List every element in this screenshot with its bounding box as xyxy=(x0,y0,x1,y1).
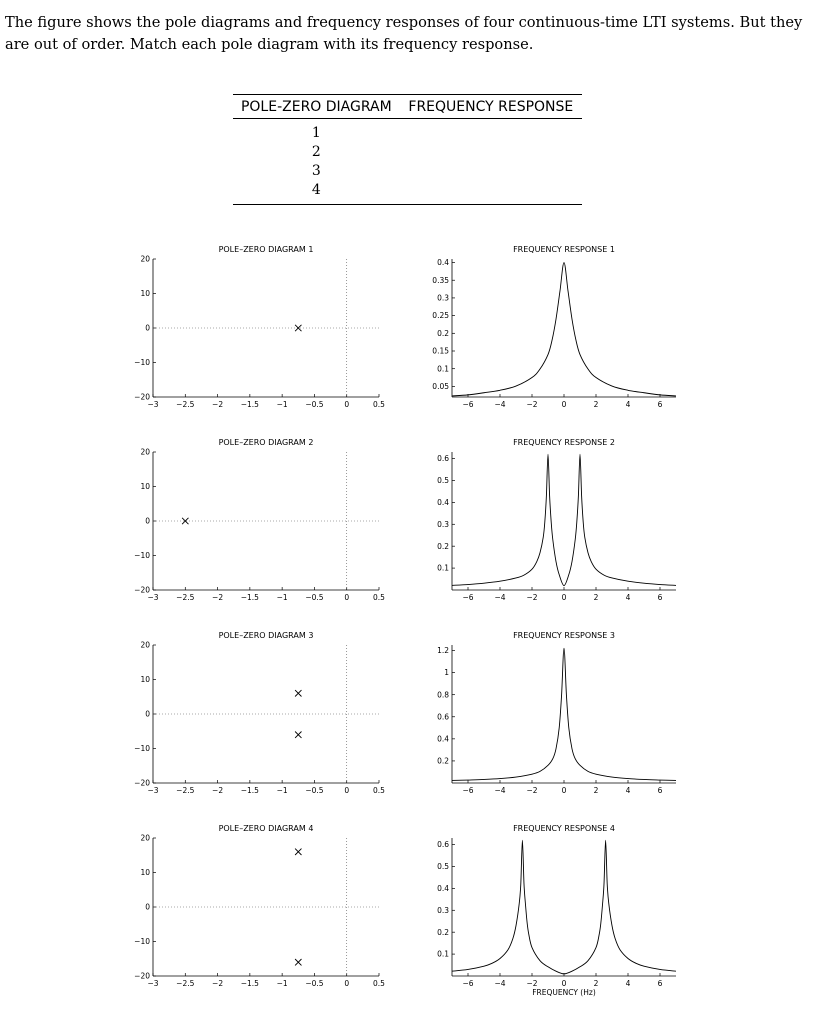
y-tick-label: 10 xyxy=(140,289,150,299)
chart-title: POLE–ZERO DIAGRAM 3 xyxy=(218,631,314,640)
x-tick-label: 0 xyxy=(344,786,350,795)
x-tick-label: −2 xyxy=(212,786,224,795)
problem-statement: The figure shows the pole diagrams and frequency responses of four continuous-time LTI systems. But they are out of order. Match each pole diagram with its frequency response. xyxy=(5,14,803,53)
x-tick-label: −4 xyxy=(494,400,506,409)
x-tick-label: 0.5 xyxy=(373,979,385,988)
y-tick-label: 20 xyxy=(140,640,150,650)
table-cell-diagram-number: 3 xyxy=(311,163,321,179)
y-tick-label: 0.2 xyxy=(437,756,449,766)
frequency-response-4 xyxy=(422,820,682,998)
x-tick-label: −6 xyxy=(462,400,474,409)
y-tick-label: 0.2 xyxy=(437,328,449,338)
y-tick-label: 0.1 xyxy=(437,563,449,573)
y-tick-label: 0.2 xyxy=(437,541,449,551)
x-tick-label: 6 xyxy=(657,979,663,988)
table-cell-answer[interactable] xyxy=(400,181,582,205)
x-tick-label: −2.5 xyxy=(176,979,195,988)
frequency-response-curve xyxy=(452,263,676,396)
x-tick-label: 4 xyxy=(625,400,631,409)
y-tick-label: −10 xyxy=(134,358,150,368)
x-tick-label: −3 xyxy=(147,593,159,602)
pole-zero-diagram-4 xyxy=(123,820,385,998)
pole-marker xyxy=(295,732,301,738)
y-tick-label: 0.4 xyxy=(437,497,449,507)
chart-title: FREQUENCY RESPONSE 2 xyxy=(513,438,615,447)
frequency-response-2 xyxy=(422,434,682,612)
x-tick-label: −2 xyxy=(526,979,538,988)
column-header-frequency-response: FREQUENCY RESPONSE xyxy=(400,95,582,119)
y-tick-label: 0.4 xyxy=(437,734,449,744)
x-axis-label: FREQUENCY (Hz) xyxy=(532,988,596,997)
y-tick-label: 10 xyxy=(140,482,150,492)
table-cell-answer[interactable] xyxy=(400,143,582,162)
x-tick-label: −1.5 xyxy=(240,979,259,988)
y-tick-label: −20 xyxy=(134,971,150,981)
pole-marker xyxy=(295,959,301,965)
x-tick-label: −2 xyxy=(526,593,538,602)
table-cell-diagram-number: 2 xyxy=(311,144,321,160)
x-tick-label: 0 xyxy=(561,786,567,795)
y-tick-label: 20 xyxy=(140,447,150,457)
x-tick-label: 4 xyxy=(625,593,631,602)
x-tick-label: −3 xyxy=(147,979,159,988)
y-tick-label: 0 xyxy=(145,902,150,912)
y-tick-label: −20 xyxy=(134,585,150,595)
x-tick-label: −2.5 xyxy=(176,400,195,409)
x-tick-label: 6 xyxy=(657,593,663,602)
x-tick-label: −1.5 xyxy=(240,786,259,795)
y-tick-label: 0.6 xyxy=(437,454,449,464)
frequency-response-1 xyxy=(422,241,682,419)
x-tick-label: 0.5 xyxy=(373,786,385,795)
chart-title: FREQUENCY RESPONSE 3 xyxy=(513,631,615,640)
x-tick-label: −2 xyxy=(212,593,224,602)
pole-zero-diagram-2 xyxy=(123,434,385,612)
y-tick-label: 0.5 xyxy=(437,862,449,872)
chart-title: FREQUENCY RESPONSE 4 xyxy=(513,824,615,833)
x-tick-label: −6 xyxy=(462,593,474,602)
y-tick-label: 0.3 xyxy=(437,519,449,529)
y-tick-label: 0.35 xyxy=(432,275,449,285)
x-tick-label: 2 xyxy=(593,786,599,795)
table-header-row xyxy=(233,95,582,119)
chart-title: POLE–ZERO DIAGRAM 4 xyxy=(218,824,314,833)
y-tick-label: −10 xyxy=(134,744,150,754)
x-tick-label: −0.5 xyxy=(305,979,324,988)
pole-zero-diagram-1 xyxy=(123,241,385,419)
x-tick-label: −2.5 xyxy=(176,786,195,795)
y-tick-label: 0.3 xyxy=(437,293,449,303)
x-tick-label: −6 xyxy=(462,786,474,795)
x-tick-label: 0 xyxy=(344,593,350,602)
x-tick-label: −2 xyxy=(212,400,224,409)
y-tick-label: 10 xyxy=(140,868,150,878)
x-tick-label: −2 xyxy=(526,400,538,409)
chart-title: FREQUENCY RESPONSE 1 xyxy=(513,245,615,254)
x-tick-label: 0 xyxy=(344,979,350,988)
frequency-response-curve xyxy=(452,840,676,974)
y-tick-label: 0.4 xyxy=(437,258,449,268)
table-row xyxy=(233,181,582,205)
table-cell-answer[interactable] xyxy=(400,162,582,181)
y-tick-label: 0.15 xyxy=(432,346,449,356)
frequency-response-curve xyxy=(452,454,676,585)
x-tick-label: −3 xyxy=(147,400,159,409)
x-tick-label: −1 xyxy=(276,979,288,988)
y-tick-label: 0 xyxy=(145,323,150,333)
chart-title: POLE–ZERO DIAGRAM 1 xyxy=(218,245,314,254)
y-tick-label: −10 xyxy=(134,937,150,947)
y-tick-label: 0.5 xyxy=(437,476,449,486)
y-tick-label: 0.6 xyxy=(437,712,449,722)
x-tick-label: 2 xyxy=(593,400,599,409)
x-tick-label: 0 xyxy=(561,400,567,409)
x-tick-label: 0 xyxy=(561,593,567,602)
frequency-response-3 xyxy=(422,627,682,805)
pole-marker xyxy=(295,690,301,696)
y-tick-label: 1.2 xyxy=(437,646,449,656)
x-tick-label: −1 xyxy=(276,593,288,602)
x-tick-label: −1 xyxy=(276,786,288,795)
y-tick-label: 0.2 xyxy=(437,927,449,937)
x-tick-label: −0.5 xyxy=(305,400,324,409)
x-tick-label: −1 xyxy=(276,400,288,409)
chart-title: POLE–ZERO DIAGRAM 2 xyxy=(218,438,314,447)
x-tick-label: 0.5 xyxy=(373,400,385,409)
y-tick-label: 0.3 xyxy=(437,905,449,915)
y-tick-label: −20 xyxy=(134,778,150,788)
y-tick-label: 0.1 xyxy=(437,949,449,959)
y-tick-label: 0 xyxy=(145,709,150,719)
column-header-pole-zero: POLE-ZERO DIAGRAM xyxy=(233,95,400,119)
y-tick-label: 0.6 xyxy=(437,840,449,850)
table-cell-diagram-number: 1 xyxy=(311,125,321,141)
y-tick-label: −20 xyxy=(134,392,150,402)
y-tick-label: 0.4 xyxy=(437,883,449,893)
x-tick-label: −4 xyxy=(494,979,506,988)
x-tick-label: −1.5 xyxy=(240,593,259,602)
x-tick-label: 0 xyxy=(344,400,350,409)
y-tick-label: 0 xyxy=(145,516,150,526)
x-tick-label: 2 xyxy=(593,593,599,602)
x-tick-label: −2 xyxy=(526,786,538,795)
y-tick-label: −10 xyxy=(134,551,150,561)
table-row xyxy=(233,162,582,181)
y-tick-label: 1 xyxy=(444,668,449,678)
x-tick-label: 4 xyxy=(625,786,631,795)
pole-marker xyxy=(295,849,301,855)
x-tick-label: −4 xyxy=(494,593,506,602)
x-tick-label: −0.5 xyxy=(305,786,324,795)
x-tick-label: 6 xyxy=(657,400,663,409)
y-tick-label: 0.25 xyxy=(432,311,449,321)
x-tick-label: 2 xyxy=(593,979,599,988)
x-tick-label: 4 xyxy=(625,979,631,988)
y-tick-label: 20 xyxy=(140,833,150,843)
x-tick-label: −6 xyxy=(462,979,474,988)
table-row xyxy=(233,119,582,144)
x-tick-label: 0 xyxy=(561,979,567,988)
x-tick-label: −1.5 xyxy=(240,400,259,409)
y-tick-label: 0.1 xyxy=(437,364,449,374)
x-tick-label: −4 xyxy=(494,786,506,795)
table-cell-answer[interactable] xyxy=(400,119,582,144)
x-tick-label: 6 xyxy=(657,786,663,795)
pole-zero-diagram-3 xyxy=(123,627,385,805)
table-row xyxy=(233,143,582,162)
table-cell-diagram-number: 4 xyxy=(311,182,321,198)
y-tick-label: 0.05 xyxy=(432,381,449,391)
y-tick-label: 10 xyxy=(140,675,150,685)
y-tick-label: 0.8 xyxy=(437,690,449,700)
x-tick-label: −2 xyxy=(212,979,224,988)
x-tick-label: −0.5 xyxy=(305,593,324,602)
x-tick-label: −3 xyxy=(147,786,159,795)
matching-table xyxy=(233,94,582,205)
x-tick-label: −2.5 xyxy=(176,593,195,602)
x-tick-label: 0.5 xyxy=(373,593,385,602)
frequency-response-curve xyxy=(452,648,676,780)
y-tick-label: 20 xyxy=(140,254,150,264)
